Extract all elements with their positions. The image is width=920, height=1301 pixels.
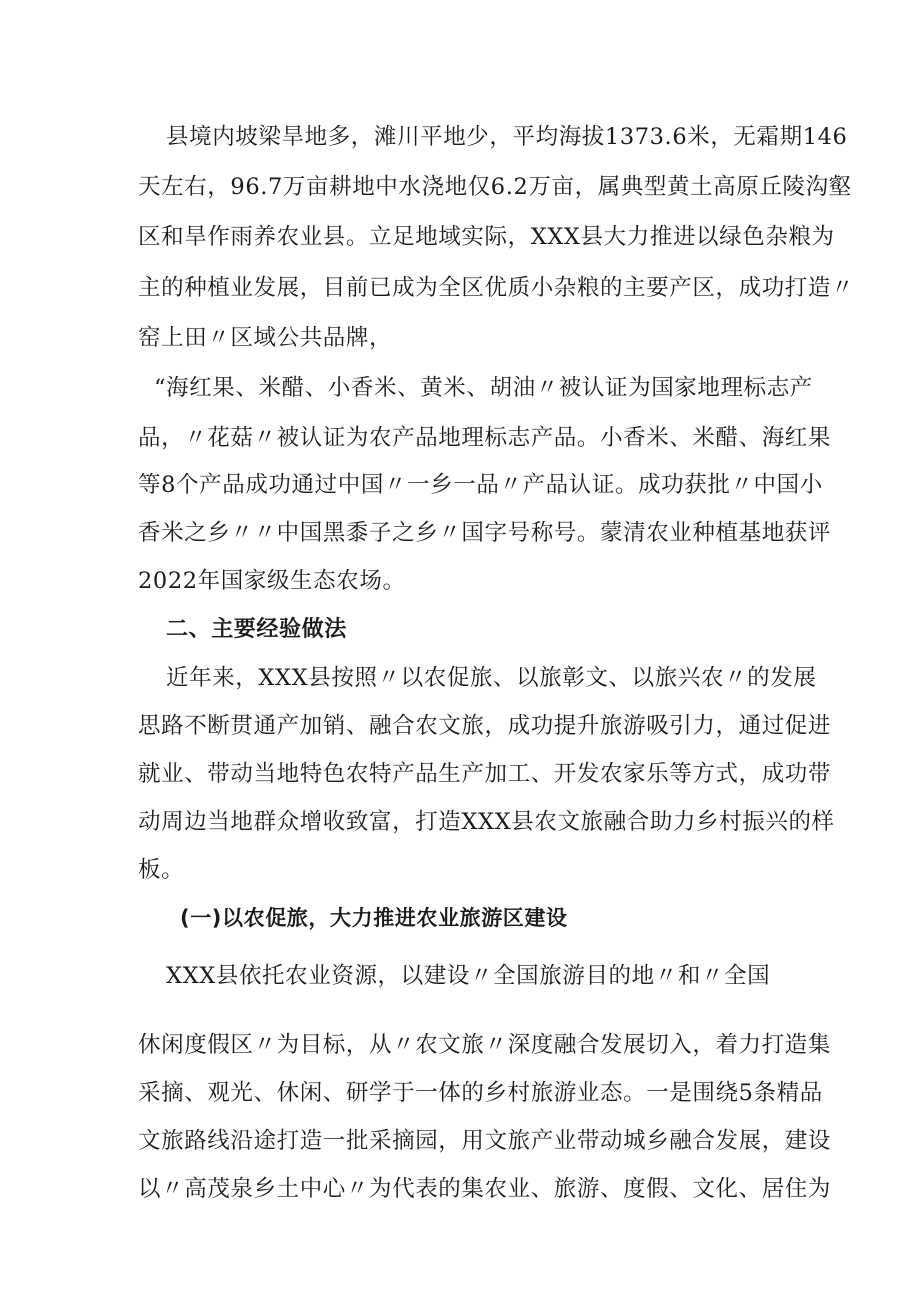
paragraph-line: 就业、带动当地特色农特产品生产加工、开发农家乐等方式，成功带: [138, 761, 832, 787]
paragraph-line: 窑上田〃区域公共品牌，: [138, 325, 393, 351]
paragraph-line: 天左右，96.7万亩耕地中水浇地仅6.2万亩，属典型黄土高原丘陵沟壑: [138, 174, 852, 200]
paragraph-line: 思路不断贯通产加销、融合农文旅，成功提升旅游吸引力，通过促进: [138, 713, 832, 739]
paragraph-line: “海红果、米醋、小香米、黄米、胡油〃被认证为国家地理标志产: [154, 375, 813, 401]
paragraph-line: 香米之乡〃〃中国黑黍子之乡〃国字号称号。蒙清农业种植基地获评: [138, 520, 832, 546]
subsection-heading: (一)以农促旅，大力推进农业旅游区建设: [180, 906, 568, 930]
paragraph-line: 等8个产品成功通过中国〃一乡一品〃产品认证。成功获批〃中国小: [138, 472, 823, 498]
paragraph-line: 以〃高茂泉乡土中心〃为代表的集农业、旅游、度假、文化、居住为: [138, 1176, 832, 1202]
paragraph-line: 区和旱作雨养农业县。立足地域实际，XXX县大力推进以绿色杂粮为: [138, 224, 835, 250]
paragraph-line: 2022年国家级生态农场。: [138, 568, 406, 594]
paragraph-line: 品，〃花菇〃被认证为农产品地理标志产品。小香米、米醋、海红果: [138, 425, 832, 451]
paragraph-line: 文旅路线沿途打造一批采摘园，用文旅产业带动城乡融合发展，建设: [138, 1128, 832, 1154]
paragraph-line: 县境内坡梁旱地多，滩川平地少，平均海拔1373.6米，无霜期146: [166, 124, 848, 150]
paragraph-line: 采摘、观光、休闲、研学于一体的乡村旅游业态。一是围绕5条精品: [138, 1080, 823, 1106]
paragraph-line: 主的种植业发展，目前已成为全区优质小杂粮的主要产区，成功打造〃: [138, 275, 855, 301]
section-heading: 二、主要经验做法: [166, 617, 347, 642]
paragraph-line: 近年来，XXX县按照〃以农促旅、以旅彰文、以旅兴农〃的发展: [166, 665, 817, 691]
paragraph-line: 板。: [138, 857, 185, 883]
paragraph-line: 动周边当地群众增收致富，打造XXX县农文旅融合助力乡村振兴的样: [138, 809, 835, 835]
paragraph-line: XXX县依托农业资源，以建设〃全国旅游目的地〃和〃全国: [166, 963, 771, 989]
paragraph-line: 休闲度假区〃为目标，从〃农文旅〃深度融合发展切入，着力打造集: [138, 1032, 832, 1058]
